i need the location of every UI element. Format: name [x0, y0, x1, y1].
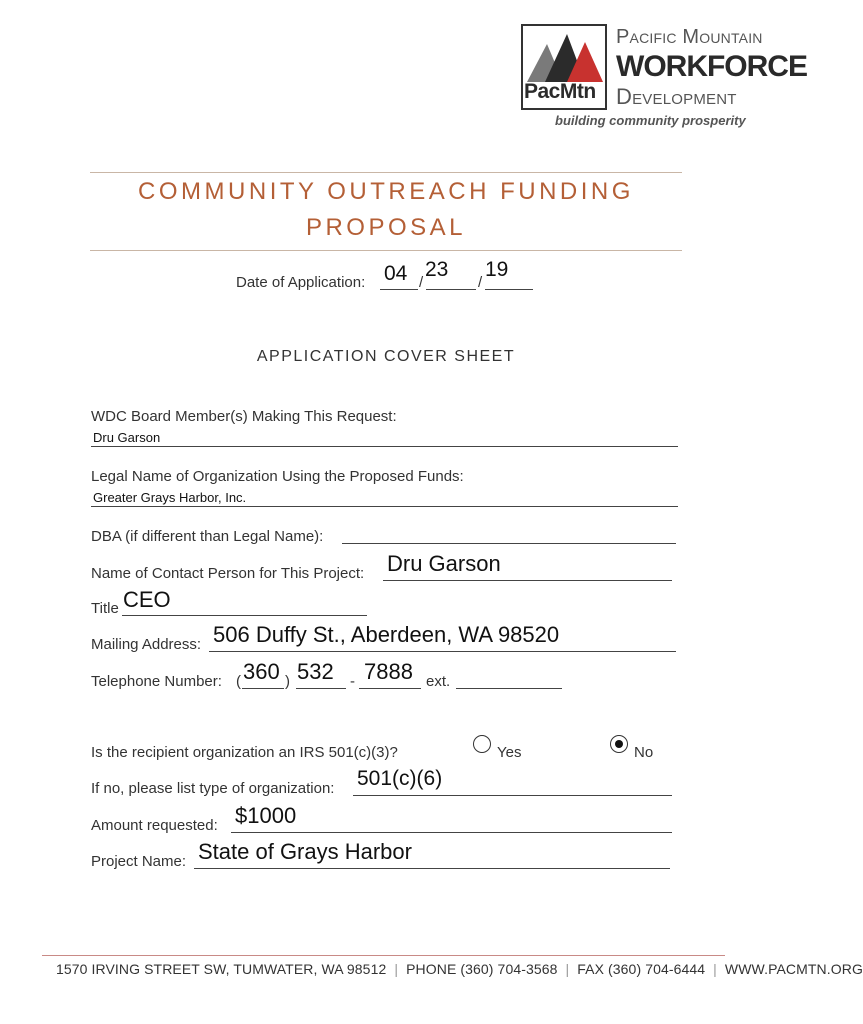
footer-fax: FAX (360) 704-6444	[577, 961, 706, 977]
dba-line[interactable]	[342, 543, 676, 544]
footer-sep-1: |	[394, 961, 399, 977]
date-sep-2: /	[478, 274, 483, 291]
mailing-address-value: 506 Duffy St., Aberdeen, WA 98520	[213, 622, 560, 647]
telephone-area-line[interactable]	[242, 688, 284, 689]
title-rule-bottom	[90, 250, 682, 251]
telephone-ext-label: ext.	[426, 673, 451, 690]
irs-yes-radio[interactable]	[473, 735, 491, 753]
contact-label: Name of Contact Person for This Project:	[91, 565, 365, 582]
project-name-line[interactable]	[194, 868, 670, 869]
org-type-line[interactable]	[353, 795, 672, 796]
footer-address: 1570 IRVING STREET SW, TUMWATER, WA 98512	[56, 961, 387, 977]
date-sep-1: /	[419, 274, 424, 291]
page-title-line2: PROPOSAL	[305, 214, 467, 241]
telephone-close-paren: )	[285, 673, 290, 690]
telephone-ext-line[interactable]	[456, 688, 562, 689]
date-day-value: 23	[425, 258, 449, 281]
telephone-line-value: 7888	[364, 659, 413, 684]
dba-label: DBA (if different than Legal Name):	[91, 528, 324, 545]
footer-contact	[56, 961, 863, 977]
job-title-value: CEO	[123, 587, 171, 612]
legal-name-label: Legal Name of Organization Using the Proposed Funds:	[91, 468, 464, 485]
irs-no-label: No	[634, 744, 654, 761]
date-month-line[interactable]	[380, 289, 418, 290]
telephone-prefix-value: 532	[297, 659, 334, 684]
logo-tagline: building community prosperity	[555, 113, 746, 128]
logo-badge-text: PacMtn	[524, 80, 596, 103]
date-year-line[interactable]	[485, 289, 533, 290]
board-member-line[interactable]	[91, 446, 678, 447]
section-heading: APPLICATION COVER SHEET	[256, 348, 516, 365]
date-day-line[interactable]	[426, 289, 476, 290]
date-label: Date of Application:	[236, 274, 366, 291]
logo-org-line2: WORKFORCE	[616, 50, 807, 83]
footer-web[interactable]: WWW.PACMTN.ORG	[724, 961, 863, 977]
telephone-line-line[interactable]	[359, 688, 421, 689]
telephone-area-value: 360	[243, 659, 280, 684]
board-member-value: Dru Garson	[93, 430, 161, 445]
amount-line[interactable]	[231, 832, 672, 833]
amount-label: Amount requested:	[91, 817, 218, 834]
logo-org-line1: Pacific Mountain	[616, 26, 763, 48]
footer-sep-2: |	[565, 961, 570, 977]
job-title-line[interactable]	[122, 615, 367, 616]
project-name-label: Project Name:	[91, 853, 187, 870]
telephone-open-paren: (	[236, 673, 241, 690]
irs-no-radio[interactable]	[610, 735, 628, 753]
legal-name-line[interactable]	[91, 506, 678, 507]
irs-yes-label: Yes	[497, 744, 522, 761]
telephone-dash: -	[350, 673, 355, 690]
legal-name-value: Greater Grays Harbor, Inc.	[93, 490, 247, 505]
footer-sep-3: |	[713, 961, 717, 977]
org-type-label: If no, please list type of organization:	[91, 780, 335, 797]
job-title-label: Title	[91, 600, 119, 617]
contact-value: Dru Garson	[387, 551, 501, 576]
footer-phone: PHONE (360) 704-3568	[406, 961, 558, 977]
project-name-value: State of Grays Harbor	[198, 839, 412, 864]
telephone-label: Telephone Number:	[91, 673, 222, 690]
radio-selected-dot	[615, 740, 623, 748]
date-month-value: 04	[384, 262, 408, 285]
title-rule-top	[90, 172, 682, 173]
org-type-value: 501(c)(6)	[357, 767, 443, 790]
irs-question-label: Is the recipient organization an IRS 501(c)(3)?	[91, 744, 398, 761]
telephone-prefix-line[interactable]	[296, 688, 346, 689]
mailing-address-line[interactable]	[209, 651, 676, 652]
footer-rule	[42, 955, 725, 956]
contact-line[interactable]	[383, 580, 672, 581]
mailing-address-label: Mailing Address:	[91, 636, 202, 653]
amount-value: $1000	[235, 803, 297, 828]
logo-org-line3: Development	[616, 84, 737, 109]
page-title-line1: COMMUNITY OUTREACH FUNDING	[138, 178, 634, 205]
date-year-value: 19	[485, 258, 509, 281]
mountains-icon	[523, 26, 605, 86]
board-member-label: WDC Board Member(s) Making This Request:	[91, 408, 397, 425]
